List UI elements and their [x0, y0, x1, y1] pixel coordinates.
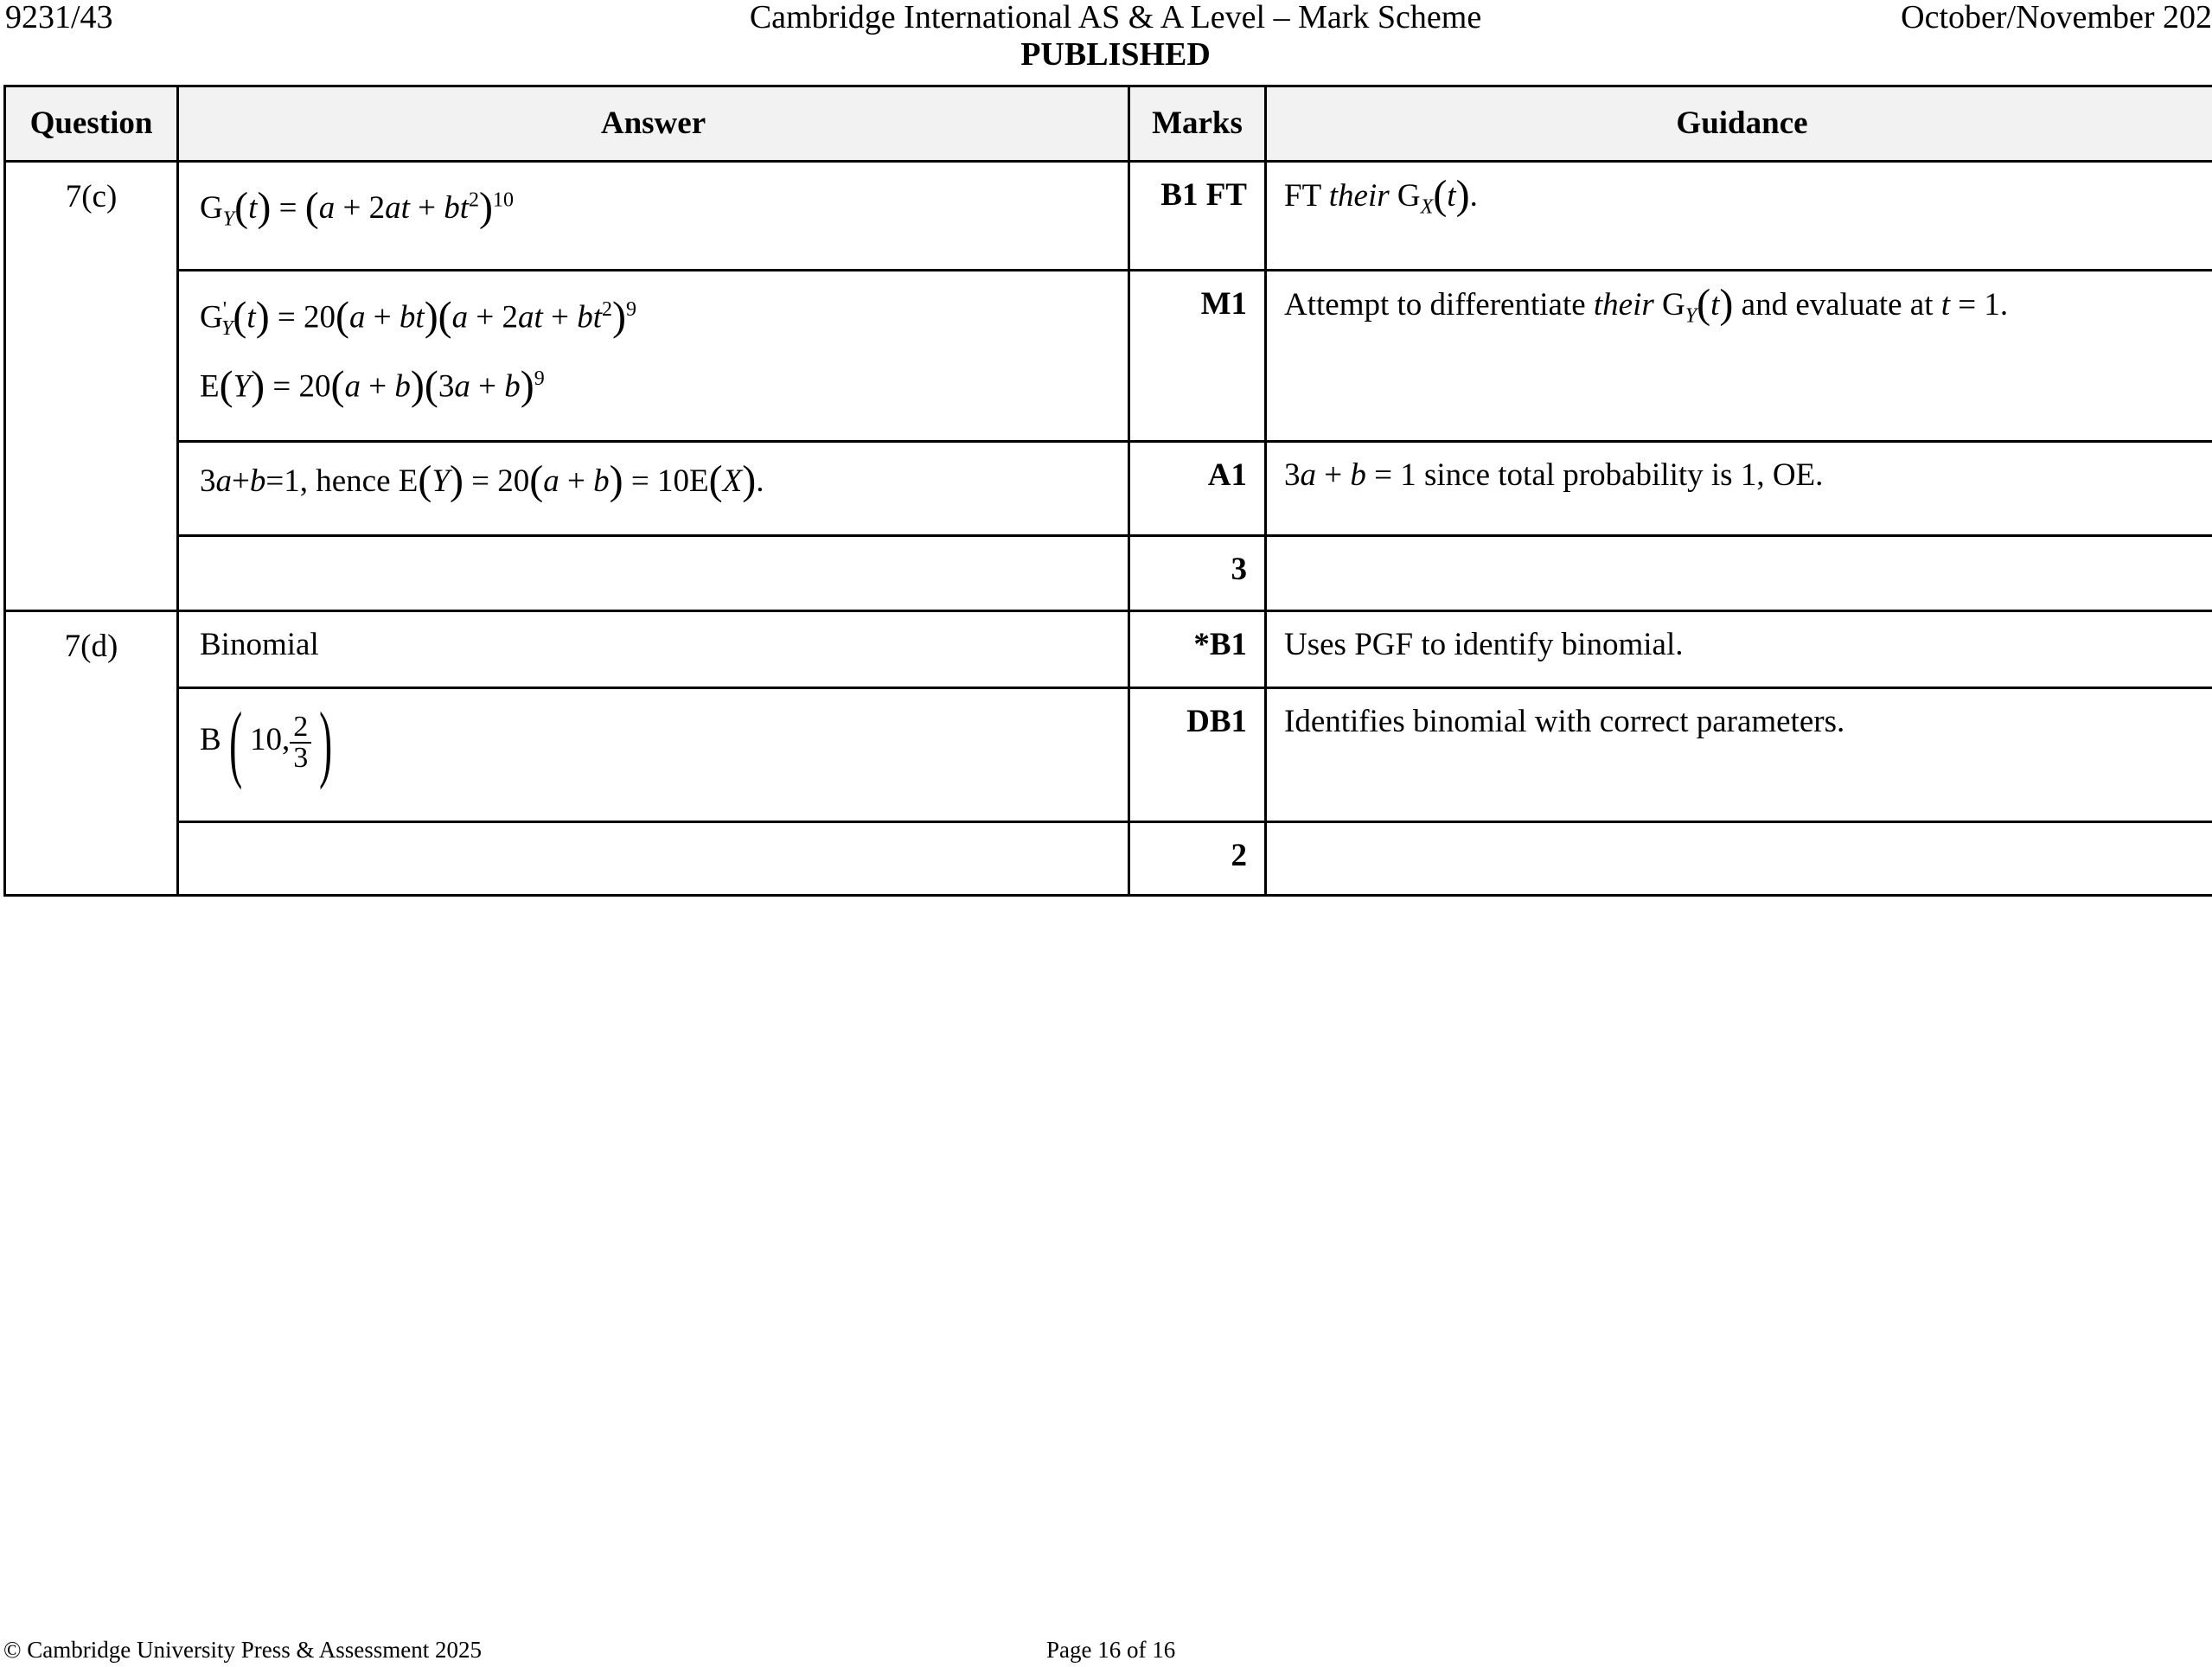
marks-total: 3	[1129, 536, 1266, 611]
mark-scheme-table	[3, 85, 2212, 897]
marks-cell: DB1	[1129, 688, 1266, 822]
guidance-cell	[1266, 536, 2212, 611]
column-header-question: Question	[5, 86, 178, 162]
column-header-answer: Answer	[178, 86, 1129, 162]
document-title: Cambridge International AS & A Level – Mark Scheme	[749, 0, 1482, 35]
marks-total: 2	[1129, 822, 1266, 896]
math-expression: $G'_Y(t) = 20(a + bt)(a + 2at + bt^2)^9$	[200, 293, 636, 340]
math-expression: B( 10, $\frac{2}{3}$ )	[200, 694, 333, 790]
copyright-notice: © Cambridge University Press & Assessment 2025	[3, 1637, 482, 1663]
question-number-7c: 7(c)	[5, 162, 178, 611]
table-row	[5, 442, 2212, 536]
guidance-cell: Identifies binomial with correct parameters.	[1266, 688, 2212, 822]
table-row	[5, 822, 2212, 896]
exam-session: October/November 202	[1901, 0, 2212, 35]
marks-cell: B1 FT	[1129, 162, 1266, 271]
table-row	[5, 688, 2212, 822]
table-row	[5, 162, 2212, 271]
answer-cell	[178, 536, 1129, 611]
table-row	[5, 536, 2212, 611]
published-label: PUBLISHED	[1020, 36, 1211, 73]
answer-cell: Binomial	[178, 611, 1129, 688]
answer-cell	[178, 162, 1129, 271]
marks-cell: M1	[1129, 271, 1266, 442]
math-expression: 3a+b=1, hence E(Y) = 20(a + b) = 10E(X).	[200, 457, 764, 503]
question-number-7d: 7(d)	[5, 611, 178, 896]
guidance-cell	[1266, 822, 2212, 896]
table-row	[5, 271, 2212, 442]
marks-cell: *B1	[1129, 611, 1266, 688]
answer-cell	[178, 688, 1129, 822]
page-number: Page 16 of 16	[1046, 1637, 1176, 1663]
answer-cell	[178, 271, 1129, 442]
paper-code: 9231/43	[5, 0, 113, 35]
guidance-cell: Uses PGF to identify binomial.	[1266, 611, 2212, 688]
guidance-cell: 3a + b = 1 since total probability is 1, OE.	[1266, 442, 2212, 536]
column-header-marks: Marks	[1129, 86, 1266, 162]
guidance-cell: FT their $G_X(t)$.	[1266, 162, 2212, 271]
table-row	[5, 611, 2212, 688]
table-header-row	[5, 86, 2212, 162]
marks-cell: A1	[1129, 442, 1266, 536]
math-expression: $E(Y) = 20(a + b)(3a + b)^9$	[200, 362, 545, 409]
column-header-guidance: Guidance	[1266, 86, 2212, 162]
guidance-cell: Attempt to differentiate their $G_Y(t)$ and evaluate at t = 1.	[1266, 271, 2212, 442]
answer-cell	[178, 822, 1129, 896]
math-expression: $G_Y(t) = (a + 2at + bt^2)^{10}$	[200, 184, 514, 231]
answer-cell	[178, 442, 1129, 536]
